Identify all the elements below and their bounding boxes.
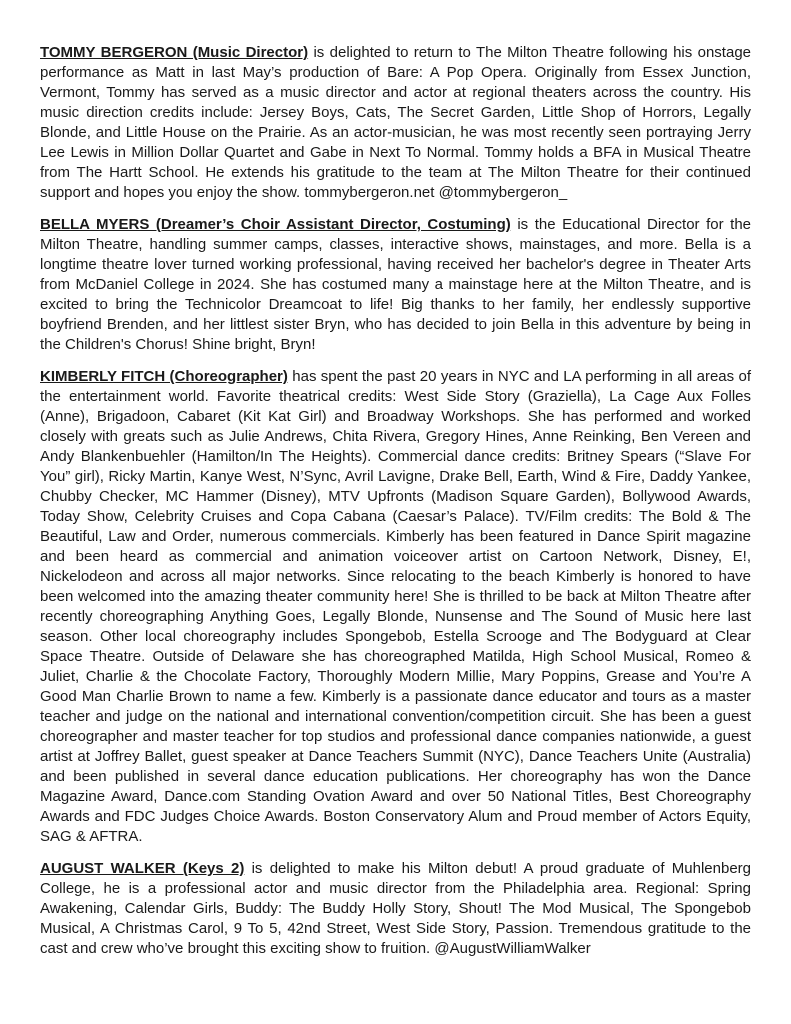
bio-body-august-walker: is delighted to make his Milton debut! A proud graduate of Muhlenberg College, he is a professional actor and music director from the Philadelphia area. Regional: Spring Awakening, Calendar Girls, Buddy: The Buddy Holly Story, Shout! The Mod Musical, The Spongebob Musical, A Christmas Carol, 9 To 5, 42nd Street, West Side Story, Passion. Tremendous gratitude to the cast and crew who’ve brought this exciting show to fruition. @AugustWilliamWalker [40,860,751,957]
bio-header-bella-myers: BELLA MYERS (Dreamer’s Choir Assistant Director, Costuming) [40,216,511,233]
bio-body-bella-myers: is the Educational Director for the Milton Theatre, handling summer camps, classes, interactive shows, mainstages, and more. Bella is a longtime theatre lover turned working professional, having received her bachelor's degree in Theater Arts from McDaniel College in 2024. She has costumed many a mainstage here at the Milton Theatre, and is excited to bring the Technicolor Dreamcoat to life! Big thanks to her family, her endlessly supportive boyfriend Brenden, and her littlest sister Bryn, who has decided to join Bella in this adventure by being in the Children's Chorus! Shine bright, Bryn! [40,216,751,353]
bio-paragraph-bella-myers [40,215,751,355]
bio-paragraph-kimberly-fitch [40,367,751,847]
bio-header-august-walker: AUGUST WALKER (Keys 2) [40,860,245,877]
bio-paragraph-tommy-bergeron [40,43,751,203]
bio-paragraph-august-walker [40,859,751,959]
bio-header-kimberly-fitch: KIMBERLY FITCH (Choreographer) [40,368,288,385]
bio-body-kimberly-fitch: has spent the past 20 years in NYC and LA performing in all areas of the entertainment world. Favorite theatrical credits: West Side Story (Graziella), La Cage Aux Folles (Anne), Brigadoon, Cabaret (Kit Kat Girl) and Broadway Workshops. She has performed and worked closely with greats such as Julie Andrews, Chita Rivera, Gregory Hines, Anne Reinking, Ben Vereen and Andy Blankenbuehler (Hamilton/In The Heights). Commercial dance credits: Britney Spears (“Slave For You” girl), Ricky Martin, Kanye West, N’Sync, Avril Lavigne, Drake Bell, Earth, Wind & Fire, Daddy Yankee, Chubby Checker, MC Hammer (Disney), MTV Upfronts (Madison Square Garden), Bollywood Awards, Today Show, Celebrity Cruises and Copa Cabana (Caesar’s Palace). TV/Film credits: The Bold & The Beautiful, Law and Order, numerous commercials. Kimberly has been featured in Dance Spirit magazine and been heard as commercial and animation voiceover artist on Cartoon Network, Disney, E!, Nickelodeon and across all major networks. Since relocating to the beach Kimberly is honored to have been welcomed into the amazing theater community here! She is thrilled to be back at Milton Theatre after recently choreographing Anything Goes, Legally Blonde, Nunsense and The Sound of Music here last season. Other local choreography includes Spongebob, Estella Scrooge and The Bodyguard at Clear Space Theatre. Outside of Delaware she has choreographed Matilda, High School Musical, Romeo & Juliet, Charlie & the Chocolate Factory, Thoroughly Modern Millie, Mary Poppins, Grease and You’re A Good Man Charlie Brown to name a few. Kimberly is a passionate dance educator and tours as a master teacher and judge on the national and international convention/competition circuit. She has been a guest choreographer and master teacher for top studios and professional dance companies nationwide, a guest artist at Joffrey Ballet, guest speaker at Dance Teachers Summit (NYC), Dance Teachers Unite (Australia) and been published in several dance education publications. Her choreography has won the Dance Magazine Award, Dance.com Standing Ovation Award and over 50 National Titles, Best Choreography Awards and FDC Judges Choice Awards. Boston Conservatory Alum and Proud member of Actors Equity, SAG & AFTRA. [40,368,752,845]
bio-header-tommy-bergeron: TOMMY BERGERON (Music Director) [40,44,309,61]
bio-body-tommy-bergeron: is delighted to return to The Milton Theatre following his onstage performance as Matt in last May’s production of Bare: A Pop Opera. Originally from Essex Junction, Vermont, Tommy has served as a music director and actor at regional theaters across the country. His music direction credits include: Jersey Boys, Cats, The Secret Garden, Little Shop of Horrors, Legally Blonde, and Little House on the Prairie. As an actor-musician, he was most recently seen portraying Jerry Lee Lewis in Million Dollar Quartet and Gabe in Next To Normal. Tommy holds a BFA in Musical Theatre from The Hartt School. He extends his gratitude to the team at The Milton Theatre for their continued support and hopes you enjoy the show. tommybergeron.net @tommybergeron_ [40,44,752,201]
